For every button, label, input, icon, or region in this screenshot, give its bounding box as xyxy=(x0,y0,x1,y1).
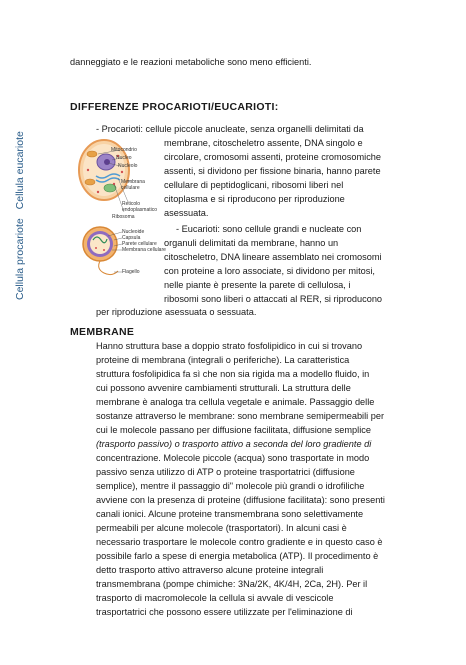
label-membrana-cellulare: Membrana cellulare xyxy=(122,247,166,253)
membrane-line: concentrazione. Molecole piccole (acqua) sono trasportate in modo xyxy=(96,453,370,463)
procarioti-line: citoplasma e si riproducono per riproduzione xyxy=(164,194,345,204)
label-parete: Parete cellulare xyxy=(122,241,157,247)
membrane-line: trasporto di macromolecole la cellula si avvale di vescicole xyxy=(96,593,334,603)
label-endoplasmatico: endoplasmatico xyxy=(122,207,158,213)
eucarioti-line: ribosomi sono liberi o attaccati al RER, si riproducono xyxy=(164,294,383,304)
procarioti-line: - Procarioti: cellule piccole anucleate, senza organelli delimitati da xyxy=(96,124,364,134)
membrane-line: necessario trasportare le molecole contro gradiente e in questo caso è xyxy=(96,537,383,547)
membrane-line: membrane è analoga tra cellula vegetale e animale. Passaggio delle xyxy=(96,397,375,407)
membrane-line: possibile farlo a spese di energia metabolica (ATP). Il procedimento è xyxy=(96,551,379,561)
membrane-line: cui possono avvenire cambiamenti strutturali. La struttura delle xyxy=(96,383,351,393)
membrane-line: transmembrana (pompe chimiche: 3Na/2K, 4K/4H, 2Ca, 2H). Per il xyxy=(96,579,368,589)
eucarioti-line: nelle piante è presente la parete di cellulosa, i xyxy=(164,280,351,290)
procarioti-line: circolare, cromosomi assenti, proteine cromosomiche xyxy=(164,152,382,162)
membrane-line: trasportatrici che possono essere utilizzate per l'eliminazione di xyxy=(96,607,353,617)
eucarioti-line: con proteine a loro associate, si dividono per mitosi, xyxy=(164,266,375,276)
membrane-line: canali ionici. Alcune proteine transmembrana sono selettivamente xyxy=(96,509,364,519)
label-cellulare: cellulare xyxy=(121,185,140,191)
membrane-line: (trasporto passivo) o trasporto attivo a seconda del loro gradiente di xyxy=(96,439,372,449)
procarioti-line: membrane, citoscheletro assente, DNA singolo e xyxy=(164,138,363,148)
procarioti-line: assenti, si dividono per fissione binaria, hanno parete xyxy=(164,166,381,176)
procarioti-line: asessuata. xyxy=(164,208,209,218)
membrane-line: semplice), mentre il passaggio di" molecole più grandi o idrofiliche xyxy=(96,481,365,491)
membrane-line: Hanno struttura base a doppio strato fosfolipidico in cui si trovano xyxy=(96,341,363,351)
membrane-line: struttura fosfolipidica fa sì che non sia rigida ma a modello fluido, in xyxy=(96,369,370,379)
eucarioti-line: organuli delimitati da membrane, hanno un xyxy=(164,238,339,248)
eucarioti-line: - Eucarioti: sono cellule grandi e nucleate con xyxy=(176,224,362,234)
membrane-line: cui le molecole passano per diffusione facilitata, diffusione semplice xyxy=(96,425,371,435)
side-caption xyxy=(14,125,26,300)
membrane-line: passivo senza utilizzo di ATP o proteine trasportatrici (diffusione xyxy=(96,467,355,477)
label-reticolo: Reticolo xyxy=(122,201,141,207)
label-membrana: Membrana xyxy=(121,179,145,185)
membrane-line: proteine di membrana (integrali o periferiche). La caratteristica xyxy=(96,355,350,365)
section-heading-differenze: DIFFERENZE PROCARIOTI/EUCARIOTI: xyxy=(70,101,279,113)
membrane-line: detto trasporto attivo attraverso alcune proteine integrali xyxy=(96,565,324,575)
label-nucleoide: Nucleoide xyxy=(122,229,145,235)
side-caption-procariote: Cellula procariote xyxy=(14,218,26,300)
section-heading-membrane: MEMBRANE xyxy=(70,326,135,338)
procarioti-line: cellulare di peptidoglicani, ribosomi liberi nel xyxy=(164,180,344,190)
eucarioti-line: per riproduzione asessuata o sessuata. xyxy=(96,307,257,317)
side-caption-eucariote: Cellula eucariote xyxy=(14,131,26,210)
membrane-line: sostanze attraverso le membrane: sono membrane semipermeabili per xyxy=(96,411,385,421)
label-mitocondrio: Mitocondrio xyxy=(111,147,137,153)
label-nucleolo: Nucleolo xyxy=(118,163,138,169)
eucarioti-line: citoscheletro, DNA lineare assemblato nei cromosomi xyxy=(164,252,382,262)
label-nucleo: Nucleo xyxy=(116,155,132,161)
label-ribosoma: Ribosoma xyxy=(112,214,135,220)
membrane-line: avviene con la presenza di proteine (diffusione facilitata): sono presenti xyxy=(96,495,385,505)
label-capsula: Capsula xyxy=(122,235,141,241)
membrane-line: permeabili per alcune molecole (trasportatori). In alcuni casi è xyxy=(96,523,347,533)
label-flagello: Flagello xyxy=(122,269,140,275)
intro-line: danneggiato e le reazioni metaboliche sono meno efficienti. xyxy=(70,57,312,67)
cell-diagram xyxy=(78,132,166,282)
